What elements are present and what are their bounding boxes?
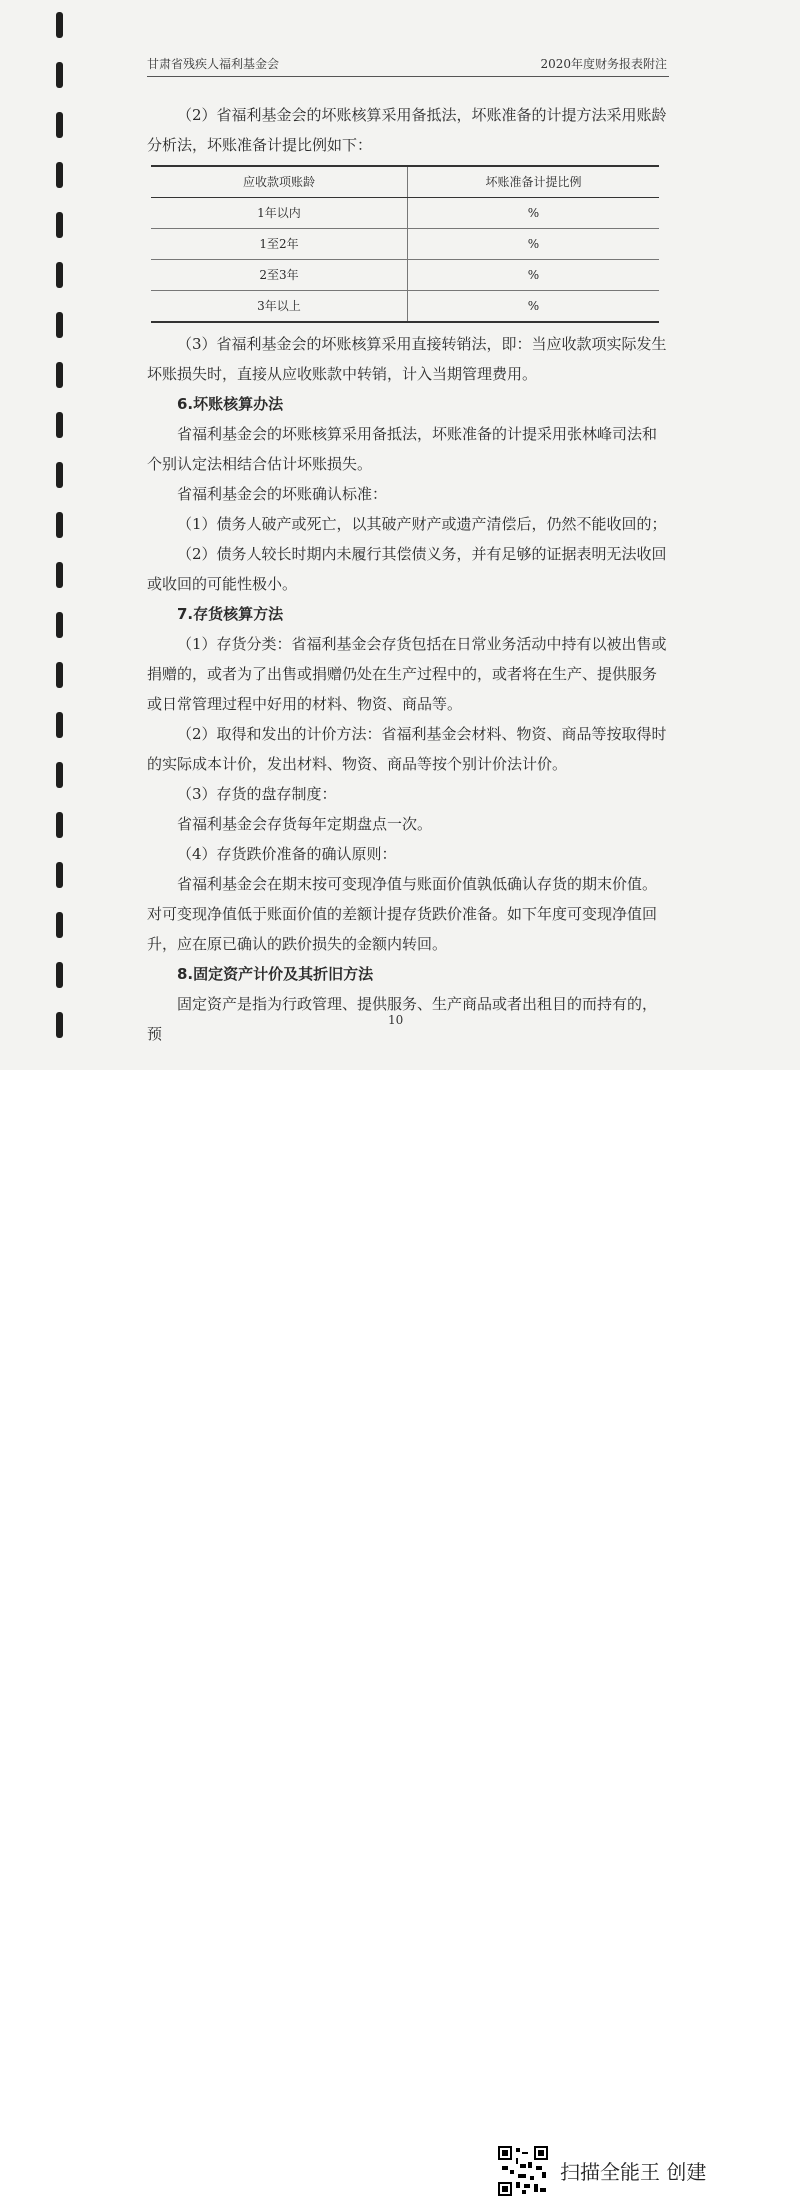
binder-hole [56, 212, 63, 238]
binder-hole [56, 1012, 63, 1038]
scan-footer [0, 1070, 800, 2184]
binder-hole [56, 762, 63, 788]
binder-holes [56, 0, 68, 1070]
paragraph: 省福利基金会存货每年定期盘点一次。 [177, 815, 433, 833]
qr-code-icon [498, 2146, 548, 2196]
paragraph: （1）存货分类：省福利基金会存货包括在日常业务活动中持有以被出售或捐赠的，或者为了出售或捐赠仍处在生产过程中的，或者将在生产、提供服务或日常管理过程中好用的材料、物资、商品等。 [147, 635, 667, 713]
header-rule [147, 76, 669, 77]
binder-hole [56, 12, 63, 38]
binder-hole [56, 612, 63, 638]
table-header-ratio: 坏账准备计提比例 [408, 166, 660, 198]
table-row [151, 260, 659, 291]
header-doc-title: 2020年度财务报表附注 [540, 57, 667, 71]
binder-hole [56, 362, 63, 388]
binder-hole [56, 312, 63, 338]
paragraph: （2）债务人较长时期内未履行其偿债义务，并有足够的证据表明无法收回或收回的可能性极小。 [147, 545, 667, 593]
table-row [151, 229, 659, 260]
binder-hole [56, 162, 63, 188]
table-cell-ratio: % [408, 291, 660, 323]
table-cell-ratio: % [408, 198, 660, 229]
header-org: 甘肃省残疾人福利基金会 [147, 57, 280, 71]
section-heading-6: 6.坏账核算办法 [177, 395, 284, 413]
binder-hole [56, 262, 63, 288]
paragraph: （4）存货跌价准备的确认原则： [177, 845, 397, 863]
scanner-watermark: 扫描全能王 创建 [560, 2160, 707, 2184]
paragraph: 固定资产是指为行政管理、提供服务、生产商品或者出租目的而持有的，预 [147, 995, 658, 1043]
paragraph: 省福利基金会的坏账确认标准： [177, 485, 388, 503]
binder-hole [56, 512, 63, 538]
table-row [151, 198, 659, 229]
section-heading-7: 7.存货核算方法 [177, 605, 284, 623]
table-cell-age: 1至2年 [151, 229, 408, 260]
binder-hole [56, 962, 63, 988]
binder-hole [56, 712, 63, 738]
page-header [147, 51, 667, 73]
paragraph: 省福利基金会的坏账核算采用备抵法，坏账准备的计提采用张林峰司法和个别认定法相结合估计坏账损失。 [147, 425, 658, 473]
document-body [147, 100, 667, 1049]
binder-hole [56, 662, 63, 688]
paragraph: （3）省福利基金会的坏账核算采用直接转销法，即：当应收款项实际发生坏账损失时，直接从应收账款中转销，计入当期管理费用。 [147, 335, 667, 383]
binder-hole [56, 562, 63, 588]
table-cell-ratio: % [408, 229, 660, 260]
paragraph: （1）债务人破产或死亡，以其破产财产或遗产清偿后，仍然不能收回的； [177, 515, 667, 533]
table-cell-ratio: % [408, 260, 660, 291]
binder-hole [56, 912, 63, 938]
table-row [151, 291, 659, 323]
binder-hole [56, 412, 63, 438]
table-header-row [151, 166, 659, 198]
binder-hole [56, 462, 63, 488]
table-cell-age: 3年以上 [151, 291, 408, 323]
paragraph: （2）取得和发出的计价方法：省福利基金会材料、物资、商品等按取得时的实际成本计价，发出材料、物资、商品等按个别计价法计价。 [147, 725, 667, 773]
paragraph: （3）存货的盘存制度： [177, 785, 337, 803]
section-heading-8: 8.固定资产计价及其折旧方法 [177, 965, 374, 983]
paragraph: 省福利基金会在期末按可变现净值与账面价值孰低确认存货的期末价值。对可变现净值低于账面价值的差额计提存货跌价准备。如下年度可变现净值回升，应在原已确认的跌价损失的金额内转回。 [147, 875, 658, 953]
page-number: 10 [388, 1013, 404, 1027]
binder-hole [56, 112, 63, 138]
bad-debt-ratio-table [151, 165, 659, 323]
table-cell-age: 1年以内 [151, 198, 408, 229]
binder-hole [56, 862, 63, 888]
paragraph: （2）省福利基金会的坏账核算采用备抵法，坏账准备的计提方法采用账龄分析法，坏账准备计提比例如下： [147, 106, 667, 154]
table-header-age: 应收款项账龄 [151, 166, 408, 198]
binder-hole [56, 812, 63, 838]
document-page [0, 0, 800, 1070]
binder-hole [56, 62, 63, 88]
table-cell-age: 2至3年 [151, 260, 408, 291]
